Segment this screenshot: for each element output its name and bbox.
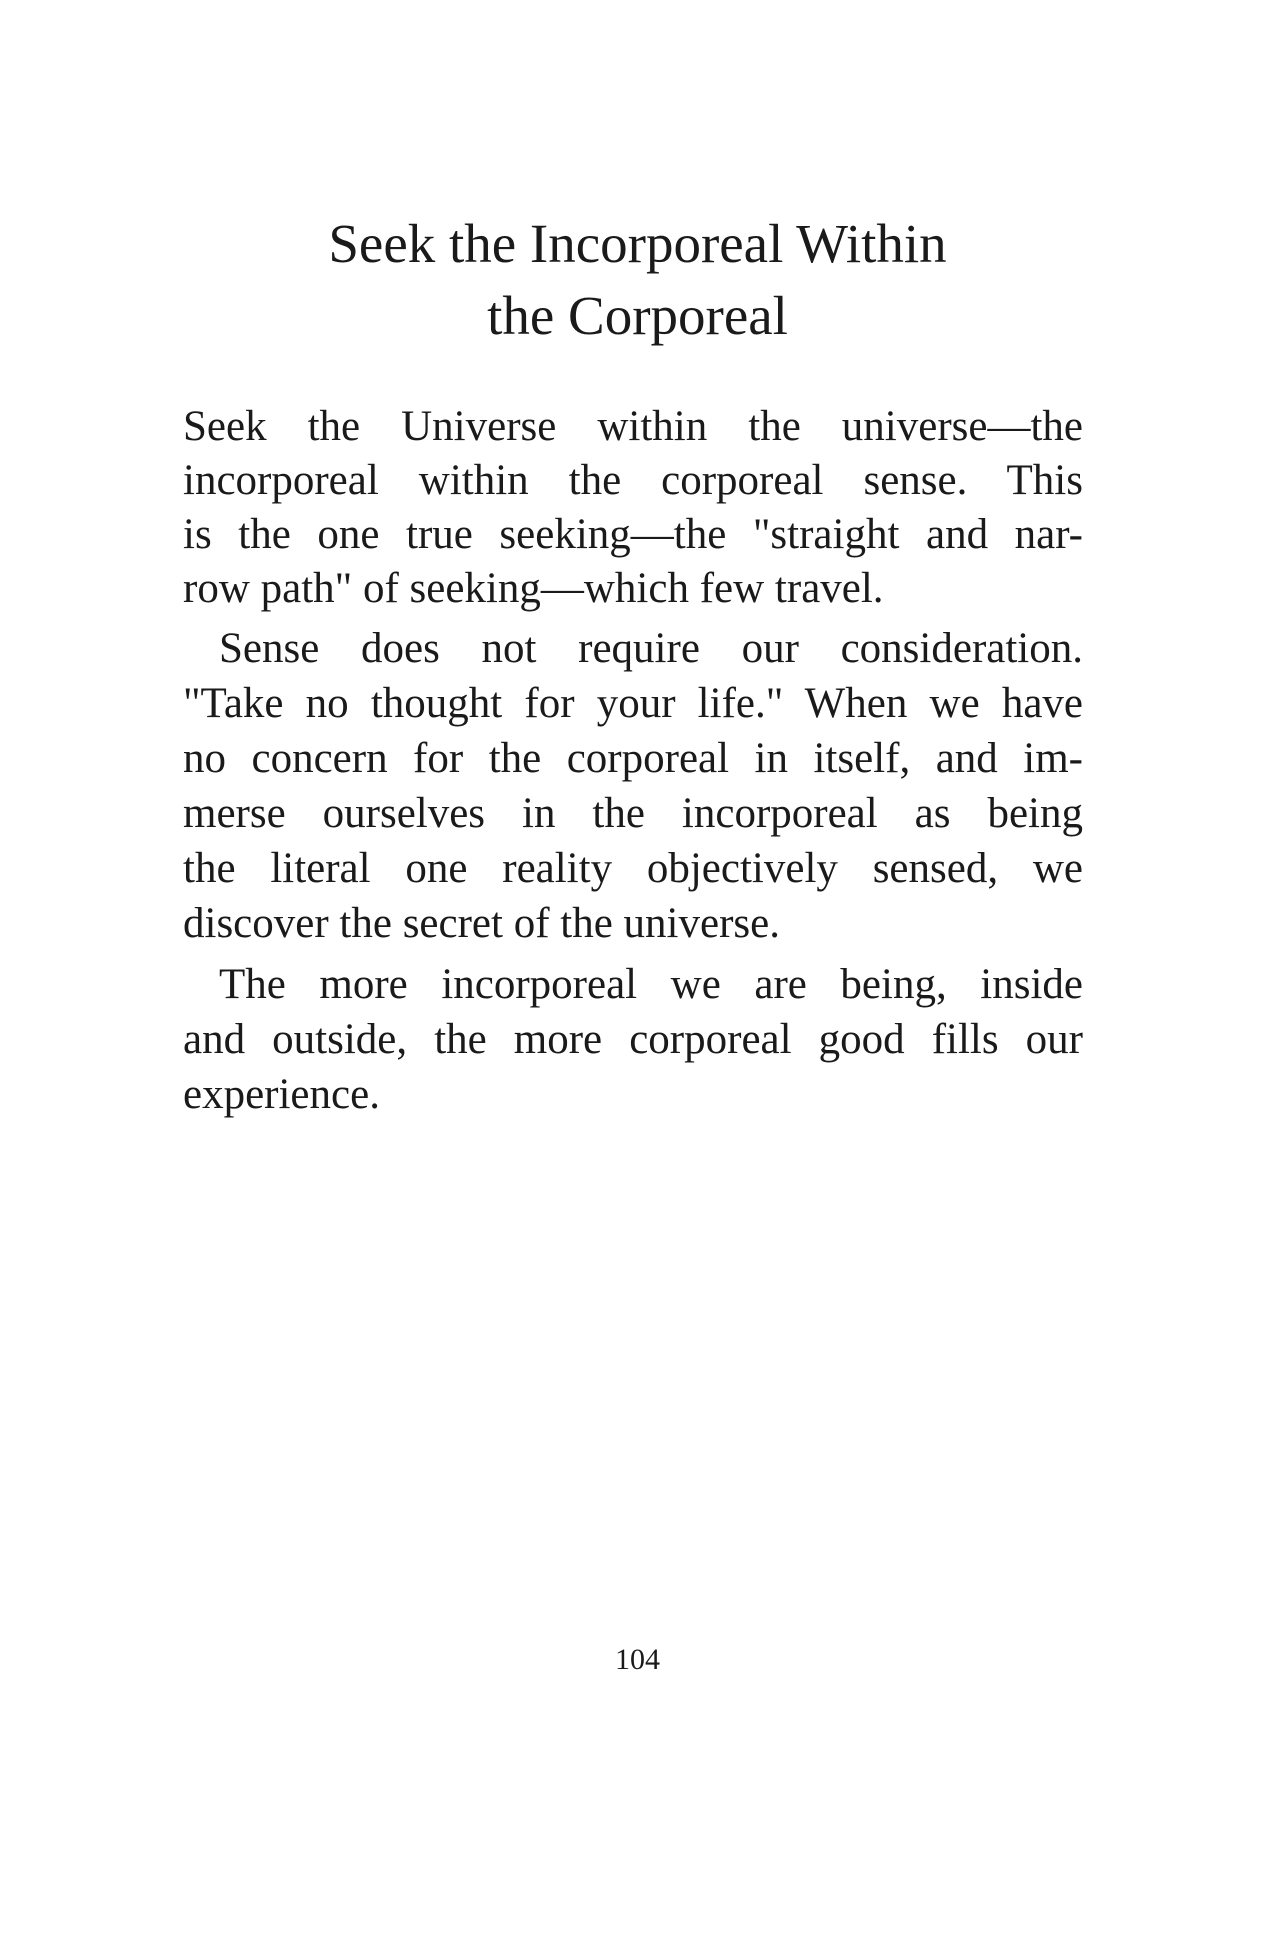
page-number: 104: [615, 1643, 660, 1676]
chapter-title-line-1: Seek the Incorporeal Within: [328, 213, 947, 274]
chapter-title-line-2: the Corporeal: [487, 285, 788, 346]
body-line: and outside, the more corporeal good fills our: [183, 1016, 1083, 1063]
body-line: experience.: [183, 1071, 380, 1118]
body-line: Sense does not require our consideration.: [219, 625, 1083, 672]
body-line: The more incorporeal we are being, inside: [219, 961, 1083, 1008]
body-line: row path" of seeking—which few travel.: [183, 565, 884, 612]
body-line: no concern for the corporeal in itself, and im-: [183, 735, 1083, 782]
body-line: the literal one reality objectively sensed, we: [183, 845, 1083, 892]
body-line: merse ourselves in the incorporeal as being: [183, 790, 1083, 837]
body-line: incorporeal within the corporeal sense. This: [183, 457, 1083, 504]
body-line: is the one true seeking—the "straight and nar-: [183, 511, 1083, 558]
body-line: Seek the Universe within the universe—the: [183, 403, 1083, 450]
body-line: discover the secret of the universe.: [183, 900, 780, 947]
body-line: "Take no thought for your life." When we have: [183, 680, 1083, 727]
